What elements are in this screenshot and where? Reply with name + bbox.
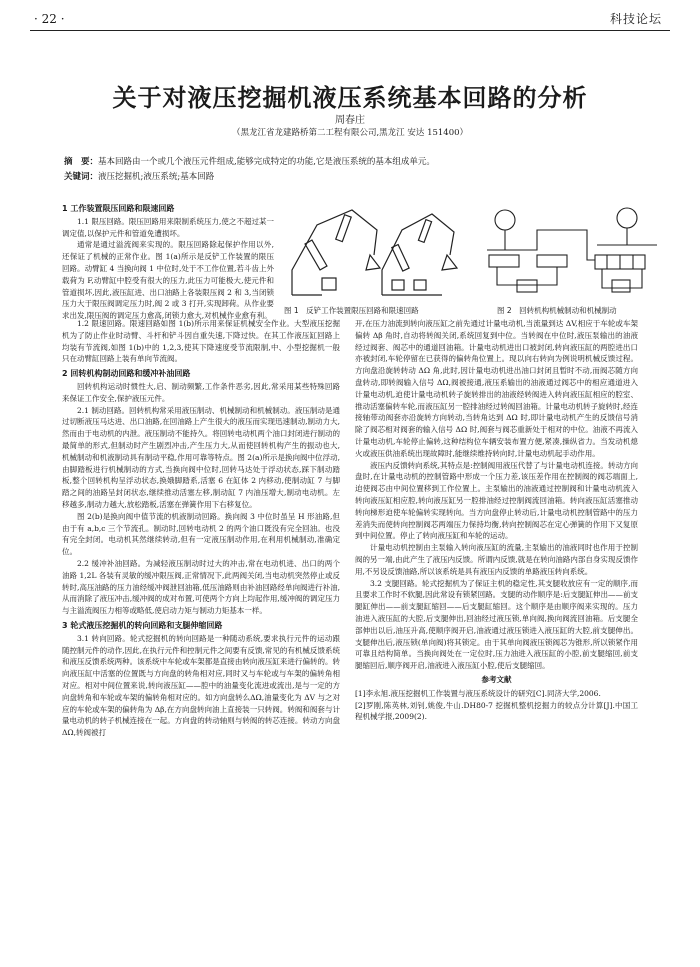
motor-symbol: [495, 210, 515, 230]
reference-2: [2]罗刚,陈英林,刘钊,姚俊,牛山.DH80-7 挖掘机整机挖掘力的较点分计算[J].中国工程机械学报,2009(2).: [355, 700, 638, 722]
paragraph: 2.2 缓冲补油回路。为减轻液压制动时过大的冲击,常在电动机进、出口的两个油路 1,2L 各装有灵敏的缓冲限压阀,正常情况下,此两阀关闭,当电动机突然停止或反转时,高压油路的压力油经缓冲阀泄回油箱,低压油路则由补油回路经单向阀进行补油,从而消除了液压冲击,缓冲阀的成对布置,可使两个方向上均起作用,缓冲阀的调定压力与主溢流阀压力相等或略低,使启动力矩与制动力矩基本一样。: [62, 558, 340, 616]
paragraph: 1.1 限压回路。限压回路用来限制系统压力,使之不超过某一调定值,以保护元件和管道免遭损坏。: [62, 216, 274, 238]
paragraph: 图 2(b)是换向阀中值节流的机液制动回路。换向阀 3 中位时虽呈 H 形油路,但由于有 a,b,c 三个节流孔。制动时,回转电动机 2 的两个油口既没有完全回油。也没有完全封闭。电动机其然继续转动,但有一定液压制动作用,在利用机械制动,准确定位。: [62, 511, 340, 557]
left-column-top: [62, 200, 274, 321]
keywords: [64, 170, 644, 185]
section-heading-3: 3 轮式液压挖掘机的转向回路和支腿伸缩回路: [62, 620, 223, 630]
journal-name: 科技论坛: [609, 12, 662, 26]
paragraph: 3.2 支腿回路。轮式挖掘机为了保证主机的稳定性,其支腿收放应有一定的顺序,而且要求工作时不软腿,因此常设有锁紧回路。支腿的动作顺序是:后支腿缸伸出——前支腿缸伸出——前支腿缸缩回——后支腿缸缩回。这个顺序是由顺序阀来实现的。压力油进入液压缸的大腔,后支腿伸出,回油经过液压锁,单向阀,换向阀流回油箱。后支腿全部伸出以后,油压升高,使顺序阀开启,油液通过液压锁进入液压缸的大腔,前支腿伸出。支腿伸出后,液压锁(单向阀)将其锁定。由于其单向阀液压锁阀芯为锥形,所以锁紧作用可靠且结构简单。当换向阀处在一定位时,压力油进入液压缸的小腔,前支腿缩回,前支腿缩回后,顺序阀开启,油液进入液压缸小腔,使后支腿缩回。: [355, 578, 638, 671]
abstract-block: [64, 155, 644, 185]
keywords-text: 液压挖掘机;液压系统;基本回路: [98, 172, 215, 182]
figure-1-diagram: [282, 200, 467, 302]
abstract: [64, 155, 644, 170]
keywords-label: 关键词：: [64, 172, 99, 182]
page-number: · 22 ·: [34, 12, 65, 26]
affiliation: （黑龙江省龙建路桥第二工程有限公司,黑龙江 安达 151400）: [231, 128, 469, 138]
paragraph: 开,在压力油流到转向液压缸之前先通过计量电动机,当流量到达 ΔV,相应于车轮或车架偏转 Δβ 角时,自动将转阀关闭,系统回复到中位。当转阀在中位时,液压泵输出的油液经过阀套、阀芯中的通道回油箱。计量电动机进出口被封闭,转向液压缸的两腔进出口亦被封闭,车轮停留在已获得的偏转角位置上。现以向右转向为例说明机械反馈过程。方向盘沿旋转转动 ΔΩ 角,此时,因计量电动机进出油口封闭且暂时不动,而阀芯随方向盘转动,即转阀输入信号 ΔΩ,阀被接通,液压系输出的油液通过阀芯中的相应通道进入计量电动机,迫使计量电动机转子旋转排出的油液经转阀进入转向液压缸相应的腔室、推动活塞偏转车轮,而液压缸另一腔排油经过转阀回油箱。计量电动机转子旋转时,经连接轴带动阀套亦沿旋转方向转动,当转角达到 ΔΩ 时,即计量电动机产生的反馈信号消除了阀芯相对阀套的输入信号 ΔΩ 时,阀套与阀芯重新处于相对的中位。油液不再流入计量电动机,车轮停止偏转,这种结构位车辆安装布置方便,紧凑,操纵省力。当发动机熄火或液压供油系统出现故障时,能继续维持转向时,计量电动机起手动作用。: [355, 319, 638, 458]
section-heading-2: 2 回转机构制动回路和缓冲补油回路: [62, 369, 191, 379]
references-heading: 参考文献: [481, 674, 512, 684]
paragraph: 计量电动机控制由主泵输入转向液压缸的流量,主泵输出的油液同时也作用于控制阀的另一端,由此产生了液压内反馈。所谓内反馈,就是在转向油路内部自身实现反馈作用,不另设反馈油路,所以该系统是具有液压内反馈的单路液压转向系统。: [355, 543, 638, 576]
left-column: [62, 318, 340, 739]
section-heading-1: 1 工作装置限压回路和限速回路: [62, 204, 175, 213]
running-header: [0, 0, 700, 40]
paragraph: 回转机构运动时惯性大,启、制动频繁,工作条件恶劣,因此,常采用某些特殊回路来保证工作安全,保护液压元件。: [62, 381, 340, 403]
paragraph: 2.1 制动回路。回转机构常采用液压制动、机械制动和机械制动。液压制动是通过切断液压马达进、出口油路,在回油路上产生很大的液压而实现迅速制动,制动力大,然而由于电动机的内泄。液压制动不能持久。将回转电动机两个油口封闭进行制动的最简单的形式,但制动时产生剧烈冲击,产生压力大,从而使回转机构产生的振动也大,机械制动和机液制动具有制动平稳,作用可靠等特点。图 2(a)所示是换向阀中位浮动,由脚踏板进行机械制动的方式,当换向阀中位时,回转马达处于浮动状态,踩下制动踏板,整个回转机构呈浮动状态,换娥脚踏系,活塞 6 在缸体 2 内移动,使制动缸 7 与脚踏之间的油路呈封闭状态,继续推动活塞左移,制动缸 7 内油压增大,制动电动机。左移越多,制动力越大,放松踏板,活塞在弹簧作用下右移复位。: [62, 405, 340, 509]
paragraph: 液压内反馈转向系统,其特点是:控制阀用液压代替了与计量电动机连接。转动方向盘时,在计量电动机的控制管路中形成一个压力差,该压差作用在控制阀的阀芯端面上,迫使阀芯由中间位置移到工作位置上。主泵输出的油液通过控制阀和计量电动机流入转向液压缸相应腔,转向液压缸另一腔排油经过控制阀流回油箱。转向液压缸活塞推动转向梯形迫使车轮偏转实现转向。当方向盘停止转动后,计量电动机控制管路中的压力差消失而使转向控制阀芯两端压力保持均衡,转向控制阀芯在定心弹簧的作用下又复原到中间位置。停止了转向液压缸和车轮的运动。: [355, 460, 638, 541]
paragraph: 1.2 限速回路。限速回路如图 1(b)所示用来保证机械安全作业。大型液压挖掘机为了防止作业时动臂、斗杆和铲斗因自重失速,下降过快。在其工作液压缸回路上均装有节流阀,如图 1(b)中的 1,2,3,使其下降速度受节流限制,中、小型挖掘机一般只在动臂缸回路上装有单向节流阀。: [62, 319, 340, 364]
abstract-label: 摘 要：: [64, 157, 99, 167]
figure-1-caption: 图 1 反铲工作装置限压回路和限速回路: [284, 306, 419, 315]
paragraph: 通常是通过溢流阀来实现的。限压回路除起保护作用以外,还保证了机械的正常作业。图 1(a)所示是反铲工作装置的限压回路。动臂缸 4 当换向阀 1 中位时,处于不工作位置,若斗齿上外载荷为 F,动臂缸中腔受有很大的压力,此压力可能极大,使元件和管道损坏,因此,液压缸进、出口油路上各装限压阀 2 和 3,当闭锁压力大于限压阀调定压力时,阀 2 或 3 打开,实现卸荷。从作业要求出发,限压阀的调定压力愈高,闭锁力愈大,对机械作业愈有利。: [62, 240, 274, 321]
excavator-arm-a: [292, 210, 377, 295]
figure-2-diagram: [477, 200, 662, 302]
paragraph: 3.1 转向回路。轮式挖掘机的转向回路是一种随动系统,要求执行元件的运动跟随控制元件的动作,因此,在执行元件和控制元件之间要有反馈,常见的有机械反馈系统和液压反馈系统两种。该系统中车轮或车架都是直接由转向液压缸来进行偏转的。转向液压缸中活塞的位置既与方向盘的转角相对应,同时又与车轮或与车架的偏转角相对应。相对中间位置来说,转向液压缸——腔中的油量变化流进或流出,是与一定的方向盘转角和车轮或车架的偏转角相对应的。如方向盘转么ΔΩ,油量变化为 ΔV 与之对应的车轮或车架的偏转角为 Δβ,在方向盘转向油上直接装一只转阀。转阀和阀套与计量电动机的转子机械连接在一起。方向盘的转动轴则与转阀的转芯连接。转动方向盘 ΔΩ,转阀被打: [62, 633, 340, 738]
right-column: [355, 318, 638, 723]
header-rule: [30, 30, 670, 31]
excavator-arm-b: [382, 214, 454, 295]
author: 周春庄: [335, 115, 365, 126]
figure-2-caption: 图 2 回转机构机械制动和机械制动: [497, 306, 617, 315]
abstract-text: 基本回路由一个或几个液压元件组成,能够完成特定的功能,它是液压系统的基本组成单元。: [98, 157, 435, 167]
reference-1: [1]李永旭.液压挖掘机工作装置与液压系统设计的研究[C].同济大学,2006.: [355, 688, 601, 698]
article-title: 关于对液压挖掘机液压系统基本回路的分析: [112, 84, 588, 112]
